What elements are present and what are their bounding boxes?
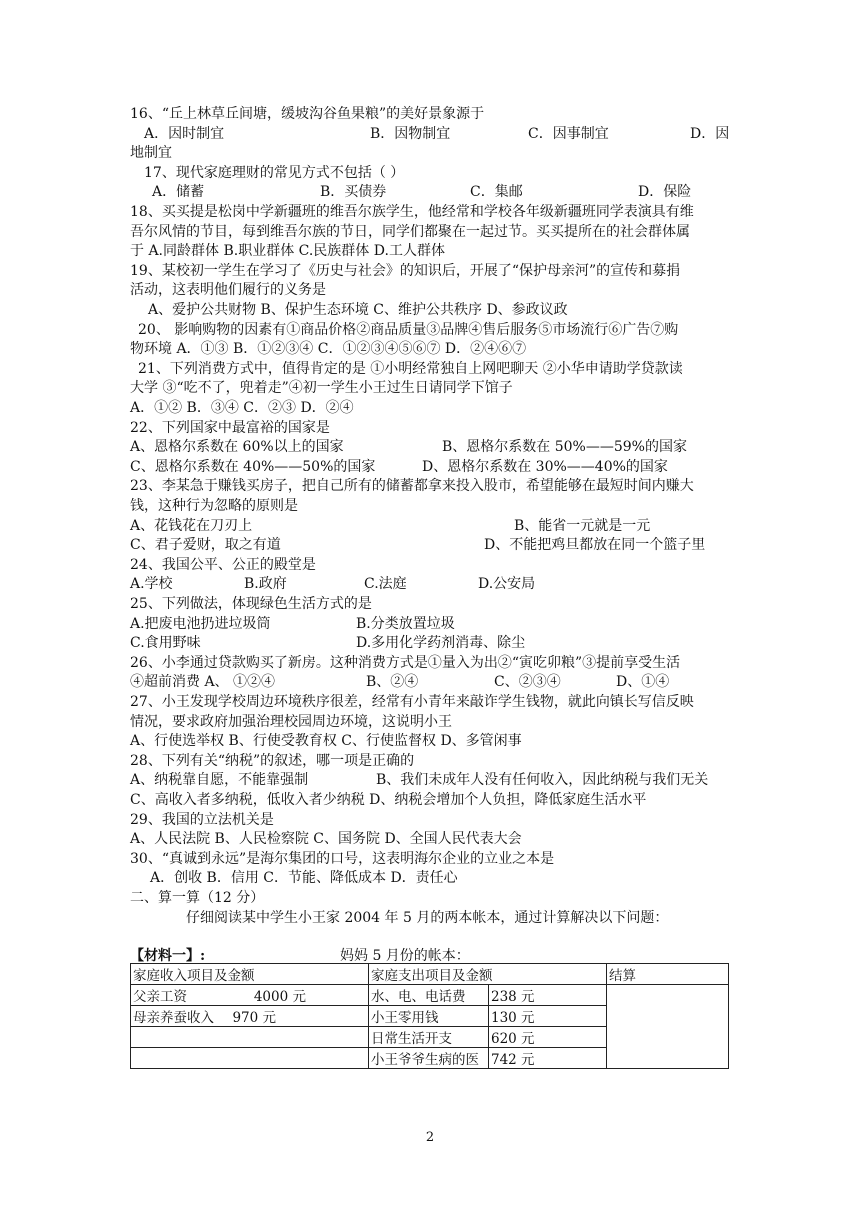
line-text: A、花钱花在刀刃上 <box>130 517 253 534</box>
line-text: 23、李某急于赚钱买房子，把自己所有的储蓄都拿来投入股市，希望能够在最短时间内赚大 <box>130 478 694 495</box>
line-text: A.把废电池扔进垃圾筒 <box>130 615 271 632</box>
line-text: B、②④ <box>366 674 419 691</box>
line-text: 26、小李通过贷款购买了新房。这种消费方式是①量入为出②“寅吃卯粮”③提前享受生活 <box>130 654 681 671</box>
line-text: 28、下列有关“纳税”的叙述，哪一项是正确的 <box>130 752 415 769</box>
line-text: D、不能把鸡旦都放在同一个篮子里 <box>484 537 706 554</box>
page-number: 2 <box>425 1130 435 1145</box>
income-item: 母亲养蚕收入 <box>133 1010 214 1026</box>
line-text: A．储蓄 <box>152 184 205 201</box>
line-text: A、爱护公共财物 B、保护生态环境 C、维护公共秩序 D、参政议政 <box>148 302 568 318</box>
expense-item: 小王零用钱 <box>369 1006 489 1027</box>
expense-item: 日常生活开支 <box>369 1027 489 1048</box>
expense-amount: 620 元 <box>489 1027 607 1048</box>
ledger-header-row <box>131 964 729 985</box>
line-text: 18、买买提是松岗中学新疆班的维吾尔族学生，他经常和学校各年级新疆班同学表演具有维 <box>130 204 694 220</box>
income-amount: 4000 元 <box>253 989 306 1005</box>
line-text: C、君子爱财，取之有道 <box>130 537 281 554</box>
line-text: ④超前消费 A、 ①②④ <box>130 674 276 691</box>
line-text: A、行使选举权 B、行使受教育权 C、行使监督权 D、多管闲事 <box>130 733 522 750</box>
material-title: 【材料一】: <box>130 948 206 964</box>
line-text: 20、 影响购物的因素有①商品价格②商品质量③品牌④售后服务⑤市场流行⑥广告⑦购 <box>138 321 679 338</box>
line-text: C．因事制宜 <box>528 125 609 142</box>
line-text: A．①② B．③④ C．②③ D．②④ <box>130 400 354 416</box>
line-text: 大学 ③“吃不了，兜着走”④初一学生小王过生日请同学下馆子 <box>130 380 513 397</box>
line-text: C、高收入者多纳税，低收入者少纳税 D、纳税会增加个人负担，降低家庭生活水平 <box>130 792 647 808</box>
line-text: B、能省一元就是一元 <box>514 517 651 534</box>
income-cell <box>131 1048 369 1069</box>
line-text: B.分类放置垃圾 <box>356 615 455 632</box>
line-text: B.政府 <box>244 576 287 593</box>
line-text: 于 A.同龄群体 B.职业群体 C.民族群体 D.工人群体 <box>130 243 445 260</box>
line-text: 27、小王发现学校周边环境秩序很差，经常有小青年来敲诈学生钱物，就此向镇长写信反映 <box>130 694 694 710</box>
ledger-row <box>131 985 729 1006</box>
ledger-table <box>130 963 729 1069</box>
line-text: 19、某校初一学生在学习了《历史与社会》的知识后，开展了“保护母亲河”的宣传和募捐 <box>130 262 681 279</box>
line-text: 29、我国的立法机关是 <box>130 811 274 828</box>
line-text: A．创收 B．信用 C．节能、降低成本 D．责任心 <box>150 870 458 887</box>
line-text: A.学校 <box>130 576 173 593</box>
income-amount: 970 元 <box>232 1010 276 1026</box>
header-settle: 结算 <box>607 964 729 985</box>
line-text: B．买债券 <box>320 184 387 201</box>
line-text: D、①④ <box>616 674 670 691</box>
line-text: B、恩格尔系数在 50%——59%的国家 <box>442 439 687 456</box>
line-text: D．因 <box>690 125 730 142</box>
line-text: 地制宜 <box>130 145 172 162</box>
expense-amount: 742 元 <box>489 1048 607 1069</box>
line-text: C．集邮 <box>470 184 523 201</box>
line-text: B．因物制宜 <box>370 125 451 142</box>
line-text: A、纳税靠自愿，不能靠强制 <box>130 772 309 789</box>
line-text: 16、“丘上林草丘间塘，缓坡沟谷鱼果粮”的美好景象源于 <box>130 106 485 122</box>
line-text: 30、“真诚到永远”是海尔集团的口号，这表明海尔企业的立业之本是 <box>130 850 555 867</box>
settle-cell <box>607 985 729 1069</box>
line-text: 情况，要求政府加强治理校园周边环境，这说明小王 <box>130 713 452 730</box>
line-text: A、恩格尔系数在 60%以上的国家 <box>130 439 344 456</box>
line-text: D.公安局 <box>478 576 536 593</box>
line-text: A．因时制宜 <box>144 125 225 142</box>
header-income: 家庭收入项目及金额 <box>131 964 369 985</box>
header-expense: 家庭支出项目及金额 <box>369 964 607 985</box>
line-text: 活动，这表明他们履行的义务是 <box>130 282 326 299</box>
income-cell <box>131 1027 369 1048</box>
line-text: D.多用化学药剂消毒、除尘 <box>356 635 526 652</box>
line-text: C.食用野味 <box>130 635 201 652</box>
line-text: 25、下列做法，体现绿色生活方式的是 <box>130 596 372 612</box>
line-text: 钱，这种行为忽略的原则是 <box>130 498 298 514</box>
line-text: 22、下列国家中最富裕的国家是 <box>130 419 330 436</box>
expense-amount: 238 元 <box>489 985 607 1006</box>
line-text: D、恩格尔系数在 30%——40%的国家 <box>422 458 668 475</box>
material-subtitle: 妈妈 5 月份的帐本： <box>340 948 470 964</box>
line-text: 物环境 A．①③ B．①②③④ C．①②③④⑤⑥⑦ D．②④⑥⑦ <box>130 341 527 358</box>
line-text: A、人民法院 B、人民检察院 C、国务院 D、全国人民代表大会 <box>130 831 522 848</box>
income-item: 父亲工资 <box>133 989 187 1005</box>
income-cell <box>131 1006 369 1027</box>
line-text: C.法庭 <box>364 576 407 593</box>
line-text: B、我们未成年人没有任何收入，因此纳税与我们无关 <box>376 772 709 789</box>
expense-item: 小王爷爷生病的医 <box>369 1048 489 1069</box>
line-text: 24、我国公平、公正的殿堂是 <box>130 556 316 573</box>
expense-item: 水、电、电话费 <box>369 985 489 1006</box>
income-cell <box>131 985 369 1006</box>
line-text: 吾尔风情的节目，每到维吾尔族的节日，同学们都聚在一起过节。买买提所在的社会群体属 <box>130 223 690 240</box>
expense-amount: 130 元 <box>489 1006 607 1027</box>
line-text: 21、下列消费方式中，值得肯定的是 ①小明经常独自上网吧聊天 ②小华申请助学贷款读 <box>138 360 683 377</box>
line-text: C、恩格尔系数在 40%——50%的国家 <box>130 458 376 475</box>
line-text: D．保险 <box>638 184 692 201</box>
line-text: 17、现代家庭理财的常见方式不包括（ ） <box>144 164 405 181</box>
line-text: 二、算一算（12 分） <box>130 890 265 906</box>
line-text: C、②③④ <box>494 674 561 691</box>
line-text: 仔细阅读某中学生小王家 2004 年 5 月的两本帐本，通过计算解决以下问题： <box>186 909 669 926</box>
